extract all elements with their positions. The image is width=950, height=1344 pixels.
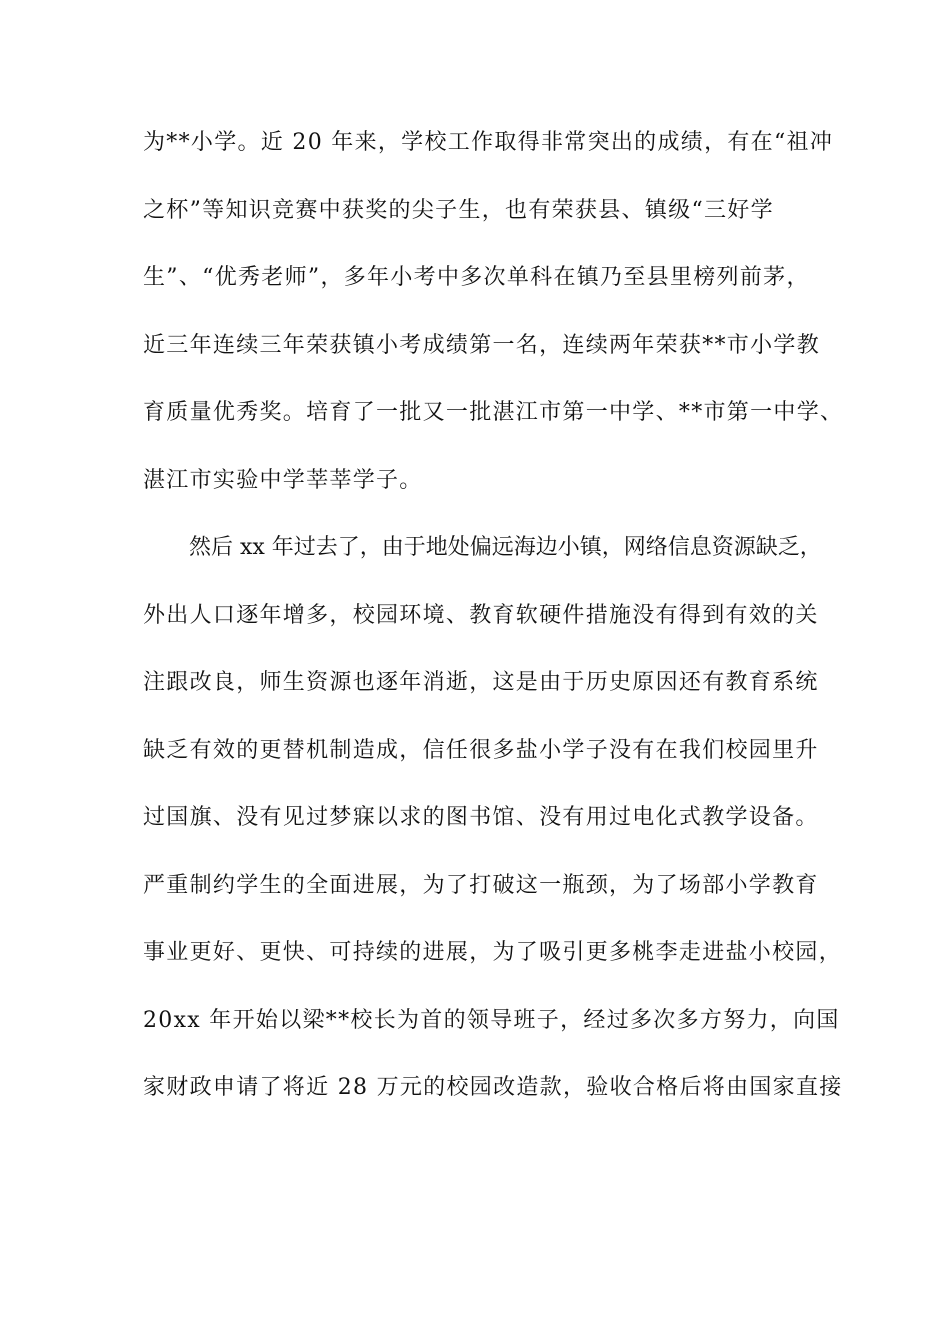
text-line: 缺乏有效的更替机制造成，信任很多盐小学子没有在我们校园里升	[143, 737, 819, 763]
text-line: 注跟改良，师生资源也逐年消逝，这是由于历史原因还有教育系统	[143, 670, 819, 695]
text-line: 20xx 年开始以梁**校长为首的领导班子，经过多次多方努力，向国	[143, 1007, 840, 1033]
text-line: 育质量优秀奖。培育了一批又一批湛江市第一中学、**市第一中学、	[143, 400, 844, 425]
text-line: 湛江市实验中学莘莘学子。	[143, 467, 423, 493]
text-line: 之杯”等知识竞赛中获奖的尖子生，也有荣获县、镇级“三好学	[143, 197, 774, 223]
text-line: 近三年连续三年荣获镇小考成绩第一名，连续两年荣获**市小学教	[143, 332, 821, 358]
text-line: 过国旗、没有见过梦寐以求的图书馆、没有用过电化式教学设备。	[143, 805, 819, 830]
text-line: 事业更好、更快、可持续的进展，为了吸引更多桃李走进盐小校园，	[143, 940, 843, 965]
text-line: 严重制约学生的全面进展，为了打破这一瓶颈，为了场部小学教育	[143, 872, 819, 898]
text-line: 为**小学。近 20 年来，学校工作取得非常突出的成绩，有在“祖冲	[143, 130, 834, 155]
paragraph-start-line: 然后 xx 年过去了，由于地处偏远海边小镇，网络信息资源缺乏，	[189, 535, 822, 560]
text-line: 生”、“优秀老师”，多年小考中多次单科在镇乃至县里榜列前茅，	[143, 265, 810, 290]
text-line: 外出人口逐年增多，校园环境、教育软硬件措施没有得到有效的关	[143, 602, 819, 628]
text-line: 家财政申请了将近 28 万元的校园改造款，验收合格后将由国家直接	[143, 1075, 843, 1100]
body-text	[143, 132, 843, 1145]
